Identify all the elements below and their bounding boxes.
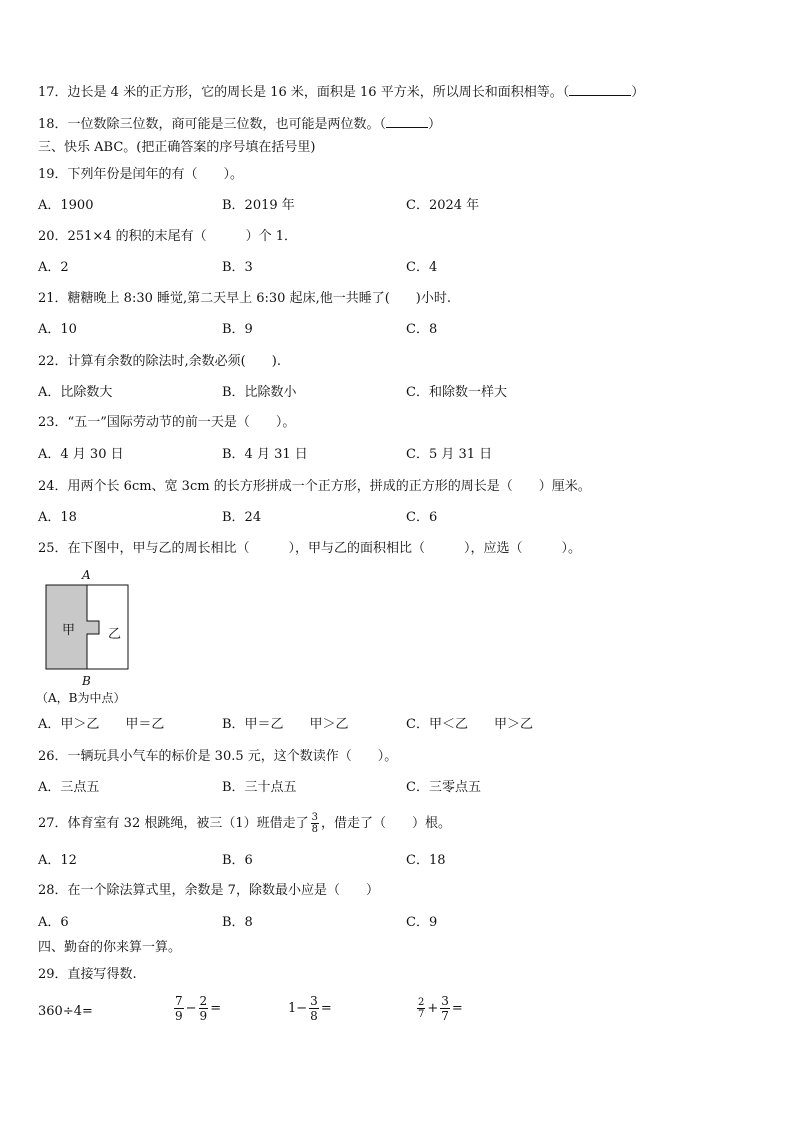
option-23-c[interactable]: C．5 月 31 日 xyxy=(406,447,493,462)
option-22-c[interactable]: C．和除数一样大 xyxy=(406,385,507,400)
fraction-3-7 xyxy=(440,994,450,1023)
figure-note: （A，B为中点） xyxy=(36,691,126,705)
question-20: 20．251×4 的积的末尾有（ ）个 1． xyxy=(38,229,298,244)
question-17-close: ） xyxy=(631,85,645,100)
option-26-b[interactable]: B．三十点五 xyxy=(222,780,297,795)
question-29: 29．直接写得数. xyxy=(38,967,137,982)
question-17-text: 17．边长是 4 米的正方形，它的周长是 16 米，面积是 16 平方米，所以周长和面积相等。（ xyxy=(38,85,570,100)
option-27-c[interactable]: C．18 xyxy=(406,853,446,868)
option-24-b[interactable]: B．24 xyxy=(222,510,262,525)
answer-blank-18[interactable] xyxy=(386,114,428,128)
option-26-c[interactable]: C．三零点五 xyxy=(406,780,481,795)
equals: = xyxy=(451,1001,463,1016)
calc-360-div-4: 360÷4= xyxy=(38,1004,93,1019)
label-b: B xyxy=(82,674,91,688)
denominator: 7 xyxy=(441,1009,449,1023)
option-23-b[interactable]: B．4 月 31 日 xyxy=(222,447,308,462)
denominator: 9 xyxy=(175,1009,183,1023)
question-28: 28．在一个除法算式里，余数是 7，除数最小应是（ ） xyxy=(38,883,379,898)
option-20-a[interactable]: A．2 xyxy=(38,260,69,275)
option-20-c[interactable]: C．4 xyxy=(406,260,438,275)
numerator: 3 xyxy=(441,994,449,1008)
section-3-heading: 三、快乐 ABC。(把正确答案的序号填在括号里) xyxy=(38,140,316,155)
question-21: 21．糖糖晚上 8:30 睡觉,第二天早上 6:30 起床,他一共睡了( )小时. xyxy=(38,291,451,306)
option-24-a[interactable]: A．18 xyxy=(38,510,77,525)
option-19-c[interactable]: C．2024 年 xyxy=(406,198,480,213)
fraction-7-9 xyxy=(174,994,184,1023)
question-18 xyxy=(38,114,441,134)
calc-1-minus-3-8 xyxy=(288,994,332,1023)
option-25-b[interactable]: B．甲＝乙 甲＞乙 xyxy=(222,717,349,732)
fraction-numerator: 3 xyxy=(311,812,318,823)
region-yi-label: 乙 xyxy=(108,627,122,642)
option-23-a[interactable]: A．4 月 30 日 xyxy=(38,447,124,462)
question-27 xyxy=(38,808,451,840)
option-28-b[interactable]: B．8 xyxy=(222,915,253,930)
fraction-3-8 xyxy=(311,812,319,835)
operator: + xyxy=(427,1001,439,1016)
fraction-3-8 xyxy=(309,994,319,1023)
numerator: 2 xyxy=(418,997,425,1008)
option-21-a[interactable]: A．10 xyxy=(38,322,77,337)
fraction-2-7 xyxy=(417,997,425,1020)
numerator: 2 xyxy=(199,994,208,1008)
question-23: 23．“五一”国际劳动节的前一天是（ ）。 xyxy=(38,415,296,430)
question-27-text-after: ，借走了（ ）根。 xyxy=(321,816,452,831)
figure-25-diagram xyxy=(38,584,148,694)
option-20-b[interactable]: B．3 xyxy=(222,260,253,275)
option-19-b[interactable]: B．2019 年 xyxy=(222,198,295,213)
option-22-b[interactable]: B．比除数小 xyxy=(222,385,297,400)
option-24-c[interactable]: C．6 xyxy=(406,510,438,525)
label-a: A xyxy=(82,568,91,582)
lead-term: 1− xyxy=(288,1001,308,1016)
fraction-denominator: 8 xyxy=(311,824,318,835)
denominator: 9 xyxy=(199,1009,208,1023)
question-18-text: 18．一位数除三位数，商可能是三位数，也可能是两位数。（ xyxy=(38,117,387,132)
numerator: 7 xyxy=(175,994,183,1008)
question-26: 26．一辆玩具小气车的标价是 30.5 元，这个数读作（ ）。 xyxy=(38,749,398,764)
equals: = xyxy=(210,1001,222,1016)
option-26-a[interactable]: A．三点五 xyxy=(38,780,100,795)
question-22: 22．计算有余数的除法时,余数必须( ). xyxy=(38,354,281,369)
option-25-c[interactable]: C．甲＜乙 甲＞乙 xyxy=(406,717,533,732)
question-27-text-before: 27．体育室有 32 根跳绳，被三（1）班借走了 xyxy=(38,816,309,831)
numerator: 3 xyxy=(310,994,318,1008)
calc-2-7-plus-3-7 xyxy=(415,994,463,1023)
section-4-heading: 四、勤奋的你来算一算。 xyxy=(38,940,182,955)
denominator: 8 xyxy=(310,1009,318,1023)
fraction-2-9 xyxy=(199,994,209,1023)
figure-25 xyxy=(38,568,148,708)
answer-blank-17[interactable] xyxy=(569,82,631,96)
question-18-close: ） xyxy=(428,117,442,132)
question-19: 19．下列年份是闰年的有（ ）。 xyxy=(38,167,244,182)
equals: = xyxy=(320,1001,332,1016)
operator: − xyxy=(185,1001,197,1016)
option-28-a[interactable]: A．6 xyxy=(38,915,69,930)
region-jia-label: 甲 xyxy=(62,623,76,638)
denominator: 7 xyxy=(418,1009,425,1020)
question-24: 24．用两个长 6cm、宽 3cm 的长方形拼成一个正方形，拼成的正方形的周长是（ ）厘米。 xyxy=(38,479,591,494)
option-25-a[interactable]: A．甲＞乙 甲＝乙 xyxy=(38,717,165,732)
option-21-b[interactable]: B．9 xyxy=(222,322,253,337)
calc-7-9-minus-2-9 xyxy=(172,994,221,1023)
option-28-c[interactable]: C．9 xyxy=(406,915,438,930)
question-17 xyxy=(38,82,644,102)
option-27-b[interactable]: B．6 xyxy=(222,853,253,868)
option-22-a[interactable]: A．比除数大 xyxy=(38,385,113,400)
question-25: 25．在下图中，甲与乙的周长相比（ ），甲与乙的面积相比（ ），应选（ ）。 xyxy=(38,541,582,556)
option-27-a[interactable]: A．12 xyxy=(38,853,77,868)
option-19-a[interactable]: A．1900 xyxy=(38,198,94,213)
option-21-c[interactable]: C．8 xyxy=(406,322,438,337)
